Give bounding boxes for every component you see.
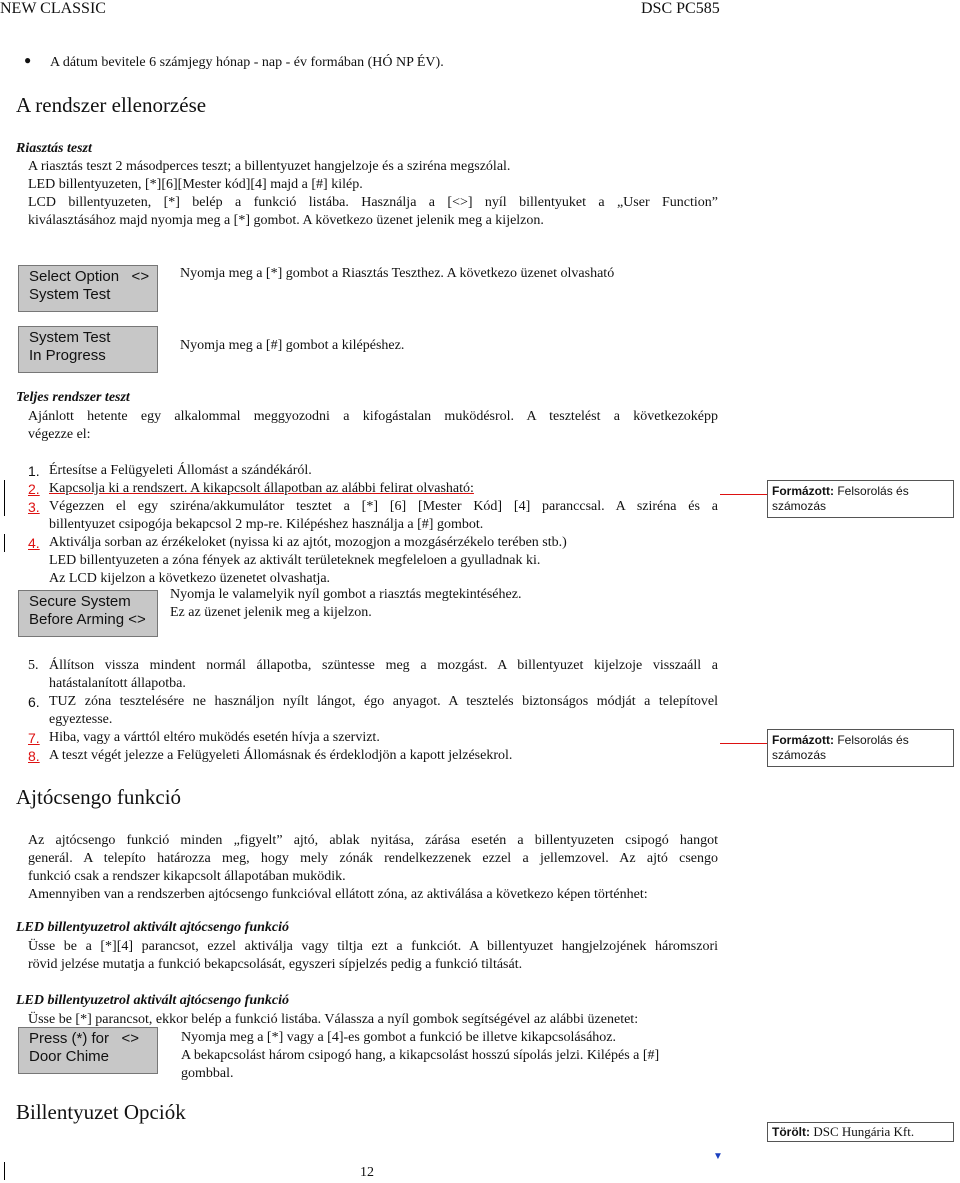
lcd-line: System Test	[29, 329, 111, 346]
lcd-line: System Test	[29, 286, 111, 303]
lcd-line: Press (*) for <>	[29, 1030, 140, 1047]
lcd-display-door-chime	[18, 1027, 158, 1074]
alarm-test-line: kiválasztásához majd nyomja meg a [*] gombot. A következo üzenet jelenik meg a kijelzon.	[28, 213, 544, 228]
section-title-keypad-options: Billentyuzet Opciók	[16, 1100, 186, 1124]
lcd-display-in-progress	[18, 326, 158, 373]
lcd3-instruction: Nyomja le valamelyik nyíl gombot a riasztás megtekintéséhez.	[170, 587, 522, 602]
header-right: DSC PC585	[641, 0, 720, 17]
step-number: 4.	[28, 535, 40, 551]
lcd1-instruction: Nyomja meg a [*] gombot a Riasztás Teszthez. A következo üzenet olvasható	[180, 266, 615, 281]
comment-connector	[720, 494, 768, 495]
step-text: Aktiválja sorban az érzékeloket (nyissa ki az ajtót, mozogjon a mozgásérzékelo terében stb.)	[49, 535, 567, 550]
step-number: 6.	[28, 694, 40, 710]
lcd-line: In Progress	[29, 347, 106, 364]
lcd3-instruction: Ez az üzenet jelenik meg a kijelzon.	[170, 605, 372, 620]
header-left: NEW CLASSIC	[0, 0, 106, 17]
step-number: 5.	[28, 658, 39, 673]
lcd-line: Before Arming <>	[29, 611, 146, 628]
comment-connector	[720, 743, 768, 744]
page-number: 12	[360, 1165, 374, 1180]
door-chime-paragraph: Az ajtócsengo funkció minden „figyelt” ajtó, ablak nyitása, zárása esetén a billentyuzeten csipogó hangot	[28, 833, 718, 848]
lcd2-instruction: Nyomja meg a [#] gombot a kilépéshez.	[180, 338, 405, 353]
led-chime-line: Üsse be a [*][4] parancsot, ezzel aktiválja vagy tiltja ezt a funkciót. A billentyuzet hangjelzojének háromszori	[28, 939, 718, 954]
step-text: billentyuzet csipogója bekapcsol 2 mp-re. Kilépéshez használja a [#] gombot.	[49, 517, 484, 532]
door-chime-paragraph: generál. A telepíto határozza meg, hogy mely zónák rendelkezzenek ezzel a jellemzovel. Az ajtó csengo	[28, 851, 718, 866]
step-text: Hiba, vagy a várttól eltéro muködés esetén hívja a szervizt.	[49, 730, 380, 745]
comment-label: Formázott:	[772, 484, 834, 498]
full-test-intro: Ajánlott hetente egy alkalommal meggyozodni a kifogástalan muködésrol. A tesztelést a következoképp	[28, 409, 718, 424]
step-text: egyeztesse.	[49, 712, 113, 727]
step-number: 2.	[28, 481, 40, 497]
lcd-line: Secure System	[29, 593, 131, 610]
subtitle-lcd-chime: LED billentyuzetrol aktivált ajtócsengo funkció	[16, 993, 289, 1008]
comment-label: Törölt:	[772, 1125, 810, 1139]
led-chime-line: rövid jelzése mutatja a funkció bekapcsolását, egyszeri sípjelzés pedig a funkció tiltását.	[28, 957, 523, 972]
change-bar	[4, 480, 5, 498]
lcd-line: Select Option <>	[29, 268, 150, 285]
step-number: 1.	[28, 463, 40, 479]
lcd-display-secure-system	[18, 590, 158, 637]
comment-text: Felsorolás és számozás	[772, 733, 909, 762]
full-test-intro: végezze el:	[28, 427, 91, 442]
subtitle-led-chime: LED billentyuzetrol aktivált ajtócsengo funkció	[16, 920, 289, 935]
section-title-door-chime: Ajtócsengo funkció	[16, 785, 182, 809]
comment-text: Felsorolás és számozás	[772, 484, 909, 513]
change-bar	[4, 534, 5, 552]
comment-balloon-deleted[interactable]	[767, 1122, 954, 1142]
bullet-date-text: A dátum bevitele 6 számjegy hónap - nap - év formában (HÓ NP ÉV).	[50, 55, 444, 70]
lcd4-instruction: gombbal.	[181, 1066, 234, 1081]
door-chime-paragraph: funkció csak a rendszer kikapcsolt állapotában muködik.	[28, 869, 346, 884]
lcd-display-select-option	[18, 265, 158, 312]
step-text: Kapcsolja ki a rendszert. A kikapcsolt állapotban az alábbi felirat olvasható:	[49, 481, 474, 496]
lcd4-instruction: A bekapcsolást három csipogó hang, a kikapcsolást hosszú sípolás jelzi. Kilépés a [#]	[181, 1048, 660, 1063]
step-number: 7.	[28, 730, 40, 746]
lcd4-instruction: Nyomja meg a [*] vagy a [4]-es gombot a funkció be illetve kikapcsolásához.	[181, 1030, 617, 1045]
subtitle-full-test: Teljes rendszer teszt	[16, 390, 130, 405]
comment-text: DSC Hungária Kft.	[813, 1124, 915, 1139]
comment-balloon-formatted[interactable]	[767, 480, 954, 518]
alarm-test-line: A riasztás teszt 2 másodperces teszt; a billentyuzet hangjelzoje és a sziréna megszólal.	[28, 159, 511, 174]
step-text: A teszt végét jelezze a Felügyeleti Állomásnak és érdeklodjön a kapott jelzésekrol.	[49, 748, 513, 763]
bullet-icon: ●	[24, 53, 32, 67]
step-text: Az LCD kijelzon a következo üzenetet olvashatja.	[49, 571, 331, 586]
step-text: Állítson vissza mindent normál állapotba, szüntesse meg a mozgást. A billentyuzet kijelzoje visszaáll a	[49, 658, 718, 673]
lcd-line: Door Chime	[29, 1048, 110, 1065]
step-number: 8.	[28, 748, 40, 764]
door-chime-paragraph: Amennyiben van a rendszerben ajtócsengo funkcióval ellátott zóna, az aktiválása a következo képen történhet:	[28, 887, 648, 902]
alarm-test-line: LED billentyuzeten, [*][6][Mester kód][4] majd a [#] kilép.	[28, 177, 363, 192]
subtitle-alarm-test: Riasztás teszt	[16, 141, 92, 156]
alarm-test-line: LCD billentyuzeten, [*] belép a funkció listába. Használja a [<>] nyíl billentyuket a „User Function”	[28, 195, 718, 210]
step-text: Végezzen el egy sziréna/akkumulátor tesztet a [*] [6] [Mester Kód] [4] paranccsal. A sziréna és a	[49, 499, 718, 514]
step-text: LED billentyuzeten a zóna fények az aktivált területeknek megfeleloen a gyulladnak ki.	[49, 553, 541, 568]
step-text: TUZ zóna tesztelésére ne használjon nyílt lángot, égo anyagot. A tesztelés biztonságos módját a telepítovel	[49, 694, 718, 709]
section-title-system-check: A rendszer ellenorzése	[16, 93, 207, 117]
lcd-chime-line: Üsse be [*] parancsot, ekkor belép a funkció listába. Válassza a nyíl gombok segítségével az alábbi üzenetet:	[28, 1012, 639, 1027]
anchor-marker-icon: ▼	[713, 1151, 723, 1162]
change-bar	[4, 1162, 5, 1180]
step-text: Értesítse a Felügyeleti Állomást a szándékáról.	[49, 463, 312, 478]
comment-balloon-formatted[interactable]	[767, 729, 954, 767]
step-text: hatástalanított állapotba.	[49, 676, 186, 691]
change-bar	[4, 498, 5, 516]
comment-label: Formázott:	[772, 733, 834, 747]
step-number: 3.	[28, 499, 40, 515]
